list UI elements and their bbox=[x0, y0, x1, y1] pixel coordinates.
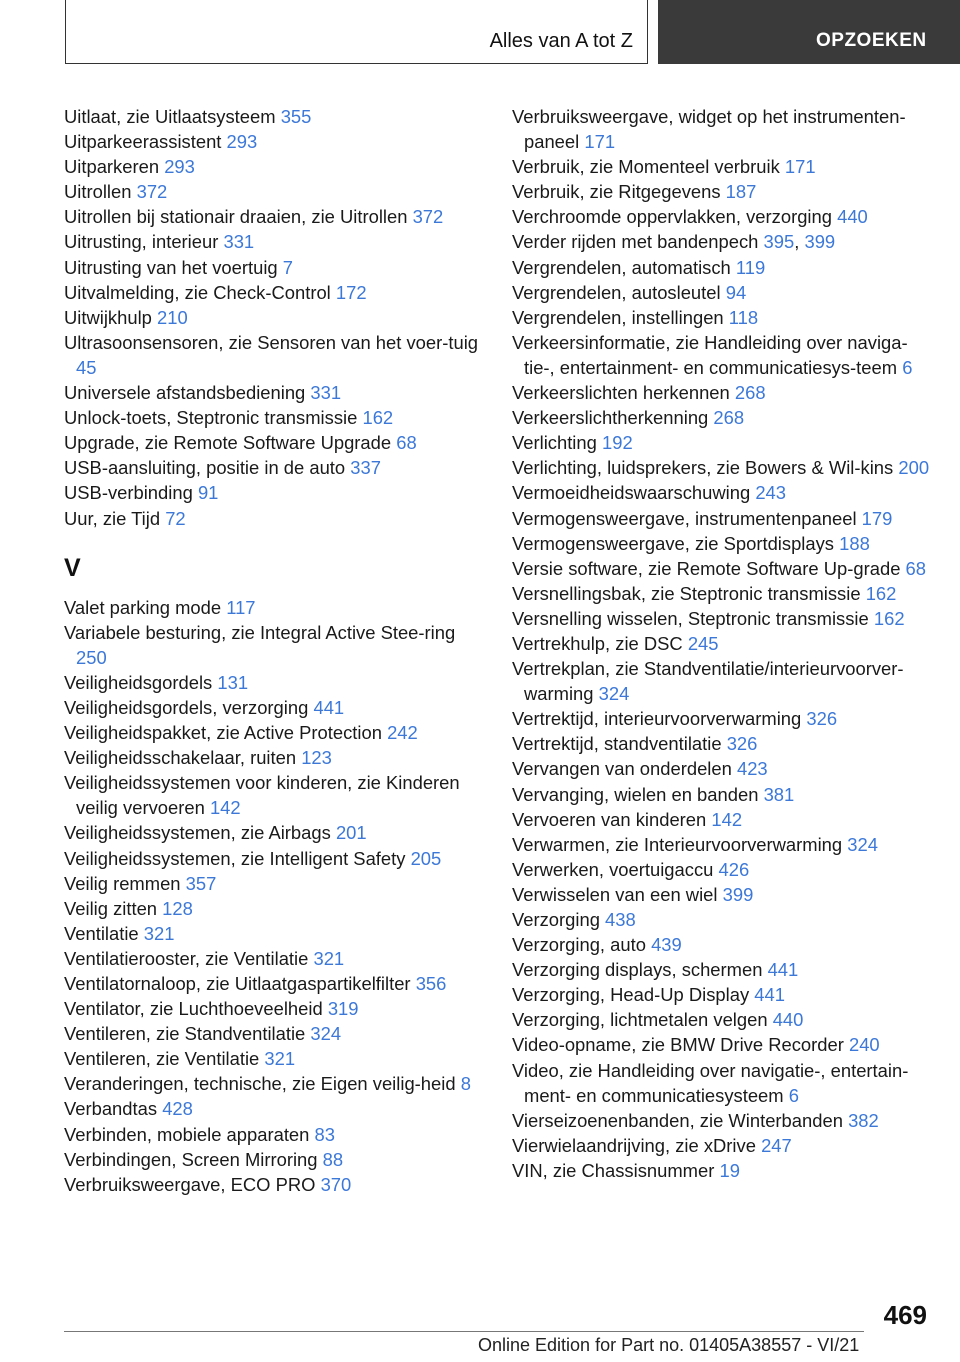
index-entry bbox=[512, 581, 937, 606]
page-link[interactable]: 88 bbox=[322, 1148, 344, 1170]
index-entry-text: Veilig remmen bbox=[64, 872, 181, 894]
index-entry bbox=[512, 104, 937, 154]
index-entry bbox=[512, 506, 937, 531]
index-entry bbox=[512, 556, 937, 581]
index-entry-text: Verlichting bbox=[512, 432, 597, 454]
index-entry bbox=[64, 1147, 484, 1172]
index-entry bbox=[64, 455, 484, 480]
index-entry bbox=[64, 921, 484, 946]
page-link[interactable]: 326 bbox=[726, 733, 758, 755]
index-entry-text: Veiligheidsschakelaar, ruiten bbox=[64, 747, 297, 769]
index-entry bbox=[512, 154, 937, 179]
index-entry-text: Uitlaat, zie Uitlaatsysteem bbox=[64, 106, 276, 127]
page-link[interactable]: 441 bbox=[767, 959, 799, 981]
page-link[interactable]: 187 bbox=[725, 181, 757, 203]
index-entry bbox=[512, 280, 937, 305]
index-entry-text: Verlichting, luidsprekers, zie Bowers & Wil-kins bbox=[512, 457, 894, 479]
page-link[interactable]: 210 bbox=[157, 306, 188, 328]
index-entry-text: Vierwielaandrijving, zie xDrive bbox=[512, 1134, 756, 1156]
index-entry bbox=[64, 670, 484, 695]
index-entry-text: Versnelling wisselen, Steptronic transmissie bbox=[512, 607, 869, 629]
page-link[interactable]: 247 bbox=[761, 1134, 792, 1156]
page-link[interactable]: 441 bbox=[754, 984, 785, 1006]
index-entry-text: Ventilator, zie Luchthoeveelheid bbox=[64, 998, 323, 1020]
index-entry bbox=[512, 907, 937, 932]
page-link[interactable]: 439 bbox=[651, 934, 682, 956]
page-link[interactable]: 131 bbox=[217, 671, 249, 693]
index-entry bbox=[64, 1122, 484, 1147]
index-entry-text: Uitrusting, interieur bbox=[64, 231, 219, 253]
page-link[interactable]: 370 bbox=[320, 1173, 352, 1195]
index-entry bbox=[64, 1021, 484, 1046]
index-entry bbox=[64, 330, 484, 380]
page-link[interactable]: 243 bbox=[755, 482, 787, 504]
index-entry bbox=[512, 656, 937, 706]
index-entry bbox=[512, 957, 937, 982]
index-entry bbox=[64, 946, 484, 971]
page-link[interactable]: 45 bbox=[76, 356, 97, 378]
page-link[interactable]: 162 bbox=[362, 407, 394, 429]
index-entry-text: Vertrekplan, zie Standventilatie/interieurvoorver-warming bbox=[512, 658, 904, 705]
index-entry bbox=[64, 506, 484, 531]
page-link[interactable]: 293 bbox=[226, 131, 258, 153]
page-link[interactable]: 179 bbox=[861, 507, 893, 529]
page-link[interactable]: 326 bbox=[806, 708, 838, 730]
index-entry bbox=[512, 305, 937, 330]
index-entry-text: Upgrade, zie Remote Software Upgrade bbox=[64, 432, 392, 454]
index-entry-text: Uitvalmelding, zie Check-Control bbox=[64, 281, 331, 303]
page-link[interactable]: 205 bbox=[410, 847, 442, 869]
index-column-right bbox=[512, 104, 937, 1183]
index-entry-text: Ventileren, zie Ventilatie bbox=[64, 1048, 260, 1070]
page-link[interactable]: 188 bbox=[839, 532, 870, 554]
index-entry-text: Veilig zitten bbox=[64, 897, 158, 919]
index-entry bbox=[64, 820, 484, 845]
index-entry-text: Veiligheidsgordels bbox=[64, 671, 213, 693]
index-entry bbox=[512, 531, 937, 556]
page-link[interactable]: 142 bbox=[209, 797, 241, 819]
index-entry-text: Vertrektijd, interieurvoorverwarming bbox=[512, 708, 802, 730]
index-entry-text: Vervoeren van kinderen bbox=[512, 808, 707, 830]
index-entry bbox=[64, 971, 484, 996]
index-entry-text: Verkeerslichten herkennen bbox=[512, 382, 730, 404]
index-entry-text: Vierseizoenenbanden, zie Winterbanden bbox=[512, 1109, 843, 1131]
index-letter-heading: V bbox=[64, 553, 81, 582]
index-entry bbox=[512, 179, 937, 204]
index-entry-text: Vermoeidheidswaarschuwing bbox=[512, 482, 751, 504]
index-entry bbox=[512, 255, 937, 280]
index-entry-text: Verzorging bbox=[512, 909, 600, 930]
page-link[interactable]: 171 bbox=[584, 131, 616, 153]
section-tab-label: Alles van A tot Z bbox=[489, 30, 633, 52]
footer-divider bbox=[64, 1331, 864, 1332]
footer-edition: Online Edition for Part no. 01405A38557 - VI/21 bbox=[478, 1335, 860, 1355]
page-link[interactable]: 331 bbox=[310, 382, 342, 404]
index-entry bbox=[64, 1046, 484, 1071]
index-entry-text: Universele afstandsbediening bbox=[64, 382, 306, 404]
index-entry bbox=[512, 1108, 937, 1133]
index-entry bbox=[512, 330, 937, 380]
index-entry bbox=[64, 695, 484, 720]
page-link[interactable]: 162 bbox=[873, 607, 905, 629]
page-link[interactable]: 83 bbox=[314, 1123, 335, 1145]
index-entry-text: Verzorging displays, schermen bbox=[512, 959, 763, 981]
page-link[interactable]: 321 bbox=[264, 1048, 296, 1070]
index-entry-text: VIN, zie Chassisnummer bbox=[512, 1159, 715, 1181]
index-entry bbox=[64, 896, 484, 921]
page-link[interactable]: 7 bbox=[282, 256, 294, 278]
index-entry-text: Verbinden, mobiele apparaten bbox=[64, 1123, 310, 1145]
page-link[interactable]: 319 bbox=[327, 998, 359, 1020]
index-entry bbox=[64, 1172, 484, 1197]
page-link[interactable]: 242 bbox=[387, 722, 418, 744]
index-entry bbox=[64, 745, 484, 770]
index-entry bbox=[512, 706, 937, 731]
index-entry-text: Vergrendelen, instellingen bbox=[512, 306, 724, 328]
index-entry bbox=[64, 1096, 484, 1121]
index-entry-text: Video-opname, zie BMW Drive Recorder bbox=[512, 1034, 844, 1056]
index-entry-text: Veiligheidssystemen voor kinderen, zie Kinderen veilig vervoeren bbox=[64, 772, 460, 819]
page-link[interactable]: 321 bbox=[313, 947, 345, 969]
index-entry-text: Verbruiksweergave, widget op het instrumenten-paneel bbox=[512, 106, 906, 153]
page-link[interactable]: 337 bbox=[350, 457, 381, 479]
index-entry-text: Veiligheidssystemen, zie Airbags bbox=[64, 822, 331, 844]
index-entry-text: Ventileren, zie Standventilatie bbox=[64, 1023, 306, 1045]
page-link[interactable]: 6 bbox=[902, 356, 913, 378]
page-link[interactable]: 171 bbox=[784, 156, 816, 178]
index-entry bbox=[512, 857, 937, 882]
page-link[interactable]: 399 bbox=[722, 883, 754, 905]
index-entry bbox=[64, 255, 484, 280]
index-entry bbox=[64, 720, 484, 745]
page-link[interactable]: 324 bbox=[310, 1023, 342, 1045]
index-entry bbox=[64, 129, 484, 154]
index-entry-text: Veranderingen, technische, zie Eigen veilig-heid bbox=[64, 1073, 456, 1095]
page-link[interactable]: 293 bbox=[164, 156, 195, 178]
index-entry-text: Versie software, zie Remote Software Up-grade bbox=[512, 557, 901, 579]
page-link[interactable]: 356 bbox=[415, 973, 447, 994]
index-entry-text: Veiligheidspakket, zie Active Protection bbox=[64, 722, 382, 744]
index-entry-text: Video, zie Handleiding over navigatie-, entertain-ment- en communicatiesysteem bbox=[512, 1059, 909, 1106]
page-link[interactable]: 382 bbox=[848, 1109, 879, 1131]
page-link[interactable]: 268 bbox=[734, 382, 766, 404]
index-entry: Verder rijden met bandenpech 395, 399 bbox=[512, 231, 836, 253]
index-entry bbox=[64, 179, 484, 204]
index-entry-text: Uitparkeren bbox=[64, 156, 160, 178]
page-link[interactable]: 142 bbox=[711, 808, 743, 830]
page-link[interactable]: 426 bbox=[718, 858, 750, 880]
index-entry-text: Vergrendelen, autosleutel bbox=[512, 281, 721, 303]
index-entry bbox=[64, 154, 484, 179]
index-entry bbox=[64, 380, 484, 405]
index-entry-text: Verzorging, auto bbox=[512, 934, 646, 956]
index-entry bbox=[64, 996, 484, 1021]
index-entry bbox=[64, 871, 484, 896]
index-column-left bbox=[64, 104, 484, 1197]
page-link[interactable]: 381 bbox=[763, 783, 795, 805]
index-entry-text: Verchroomde oppervlakken, verzorging bbox=[512, 206, 832, 228]
page-link[interactable]: 423 bbox=[736, 758, 768, 780]
page-link[interactable]: 245 bbox=[687, 632, 719, 654]
index-entry bbox=[64, 480, 484, 505]
index-entry bbox=[512, 1032, 937, 1057]
index-entry bbox=[512, 380, 937, 405]
page-link[interactable]: 192 bbox=[601, 432, 633, 454]
index-entry bbox=[64, 770, 484, 820]
index-entry bbox=[64, 305, 484, 330]
index-entry-text: Veiligheidsgordels, verzorging bbox=[64, 696, 309, 718]
page-number: 469 bbox=[883, 1300, 927, 1330]
page-link[interactable]: 94 bbox=[725, 281, 747, 303]
index-entry-text: Veiligheidssystemen, zie Intelligent Safety bbox=[64, 847, 406, 869]
index-entry-text: Verwerken, voertuigaccu bbox=[512, 858, 714, 880]
index-entry bbox=[64, 595, 484, 620]
index-entry bbox=[512, 606, 937, 631]
page-link[interactable]: 68 bbox=[905, 557, 927, 579]
page-link[interactable]: 172 bbox=[335, 281, 367, 303]
index-entry bbox=[512, 731, 937, 756]
index-entry-text: Verkeerslichtherkenning bbox=[512, 407, 709, 429]
index-entry bbox=[512, 932, 937, 957]
page-link[interactable]: 395 bbox=[763, 231, 795, 253]
index-entry bbox=[512, 782, 937, 807]
page-link[interactable]: 128 bbox=[162, 897, 193, 919]
index-entry-text: Variabele besturing, zie Integral Active Stee-ring bbox=[64, 621, 456, 643]
page-link[interactable]: 428 bbox=[162, 1098, 193, 1120]
index-entry-text: Vervanging, wielen en banden bbox=[512, 783, 759, 805]
section-tab[interactable] bbox=[65, 0, 648, 64]
search-tab[interactable] bbox=[658, 0, 960, 64]
index-entry bbox=[512, 807, 937, 832]
index-entry-text: Uur, zie Tijd bbox=[64, 507, 161, 529]
index-entry bbox=[512, 430, 937, 455]
index-entry bbox=[64, 846, 484, 871]
page-link[interactable]: 117 bbox=[226, 596, 256, 618]
page-link[interactable]: 72 bbox=[165, 507, 186, 529]
index-entry-text: Ventilatierooster, zie Ventilatie bbox=[64, 947, 309, 969]
index-entry-text: Vermogensweergave, zie Sportdisplays bbox=[512, 532, 835, 554]
index-entry bbox=[512, 756, 937, 781]
index-entry bbox=[64, 280, 484, 305]
index-entry-text: Verbruik, zie Ritgegevens bbox=[512, 181, 721, 203]
page-link[interactable]: 118 bbox=[728, 306, 759, 328]
page-link[interactable]: 250 bbox=[76, 646, 107, 668]
index-entry bbox=[64, 1071, 484, 1096]
index-entry-text: Uitrusting van het voertuig bbox=[64, 256, 278, 278]
index-entry bbox=[64, 104, 484, 129]
page-link[interactable]: 6 bbox=[788, 1084, 799, 1106]
index-entry-text: Vermogensweergave, instrumentenpaneel bbox=[512, 507, 857, 529]
index-entry-text: Vergrendelen, automatisch bbox=[512, 256, 731, 278]
index-entry-text: Vertrektijd, standventilatie bbox=[512, 733, 722, 755]
search-tab-label: OPZOEKEN bbox=[816, 30, 927, 51]
index-entry bbox=[64, 229, 484, 254]
page-link[interactable]: 268 bbox=[713, 407, 745, 429]
page-link[interactable]: 372 bbox=[136, 181, 168, 203]
page-link[interactable]: 201 bbox=[335, 822, 367, 844]
page-link[interactable]: 372 bbox=[412, 206, 444, 228]
index-entry-text: USB-verbinding bbox=[64, 482, 193, 504]
index-entry bbox=[512, 832, 937, 857]
index-entry-text: Verbruik, zie Momenteel verbruik bbox=[512, 156, 780, 178]
page-link[interactable]: 399 bbox=[804, 231, 836, 253]
index-entry-text: Vertrekhulp, zie DSC bbox=[512, 632, 683, 654]
index-entry-text: Ultrasoonsensoren, zie Sensoren van het voer-tuig bbox=[64, 331, 479, 353]
page-link[interactable]: 324 bbox=[847, 833, 878, 855]
index-entry bbox=[64, 430, 484, 455]
page-link[interactable]: 331 bbox=[223, 231, 255, 253]
index-entry bbox=[512, 1007, 937, 1032]
index-entry-text: Ventilatie bbox=[64, 922, 139, 944]
index-entry-text: Uitwijkhulp bbox=[64, 306, 152, 328]
index-entry bbox=[512, 1158, 937, 1183]
index-entry-text: Verbandtas bbox=[64, 1098, 158, 1120]
page-link[interactable]: 357 bbox=[185, 872, 217, 894]
page-link[interactable]: 440 bbox=[772, 1009, 804, 1031]
index-entry-text: Ventilatornaloop, zie Uitlaatgaspartikelfilter bbox=[64, 973, 411, 994]
index-entry bbox=[512, 631, 937, 656]
page-link[interactable]: 441 bbox=[313, 696, 345, 718]
index-entry bbox=[512, 405, 937, 430]
page-link[interactable]: 321 bbox=[143, 922, 175, 944]
page-link[interactable]: 8 bbox=[460, 1073, 471, 1095]
index-entry-text: Versnellingsbak, zie Steptronic transmissie bbox=[512, 582, 861, 604]
page-link[interactable]: 123 bbox=[301, 747, 332, 769]
index-entry bbox=[64, 620, 484, 670]
page-link[interactable]: 324 bbox=[598, 683, 630, 705]
page-link[interactable]: 355 bbox=[280, 106, 312, 127]
index-entry-text: Vervangen van onderdelen bbox=[512, 758, 732, 780]
index-entry-text: Verwarmen, zie Interieurvoorverwarming bbox=[512, 833, 843, 855]
index-entry-text: Verzorging, lichtmetalen velgen bbox=[512, 1009, 768, 1031]
index-entry bbox=[512, 455, 937, 480]
page-link[interactable]: 119 bbox=[735, 256, 766, 278]
index-entry-text: Uitrollen bij stationair draaien, zie Uitrollen bbox=[64, 206, 408, 228]
index-entry-text: Verbindingen, Screen Mirroring bbox=[64, 1148, 318, 1170]
index-entry-text: Valet parking mode bbox=[64, 596, 222, 618]
page-link[interactable]: 438 bbox=[605, 909, 636, 930]
index-entry bbox=[512, 204, 937, 229]
index-entry bbox=[64, 204, 484, 229]
index-entry-text: Uitparkeerassistent bbox=[64, 131, 222, 153]
index-entry bbox=[512, 882, 937, 907]
index-entry-text: Verwisselen van een wiel bbox=[512, 883, 718, 905]
index-entry-text: Verkeersinformatie, zie Handleiding over naviga-tie-, entertainment- en communicatiesys-teem bbox=[512, 331, 908, 378]
page-link[interactable]: 19 bbox=[719, 1159, 740, 1181]
page-link[interactable]: 440 bbox=[837, 206, 868, 228]
index-entry-text: USB-aansluiting, positie in de auto bbox=[64, 457, 346, 479]
index-entry-text: Uitrollen bbox=[64, 181, 132, 203]
page-link[interactable]: 68 bbox=[396, 432, 417, 454]
index-entry bbox=[64, 405, 484, 430]
page-link[interactable]: 162 bbox=[865, 582, 897, 604]
index-entry-text: Verzorging, Head-Up Display bbox=[512, 984, 750, 1006]
index-entry-text: Verder rijden met bandenpech bbox=[512, 231, 759, 253]
index-entry-text: Verbruiksweergave, ECO PRO bbox=[64, 1173, 316, 1195]
page-link[interactable]: 200 bbox=[898, 457, 930, 479]
index-entry bbox=[512, 1058, 937, 1108]
page-link[interactable]: 240 bbox=[848, 1034, 880, 1056]
index-entry bbox=[512, 480, 937, 505]
page-link[interactable]: 91 bbox=[197, 482, 219, 504]
index-entry bbox=[512, 1133, 937, 1158]
index-entry-text: Unlock-toets, Steptronic transmissie bbox=[64, 407, 358, 429]
index-entry bbox=[512, 982, 937, 1007]
